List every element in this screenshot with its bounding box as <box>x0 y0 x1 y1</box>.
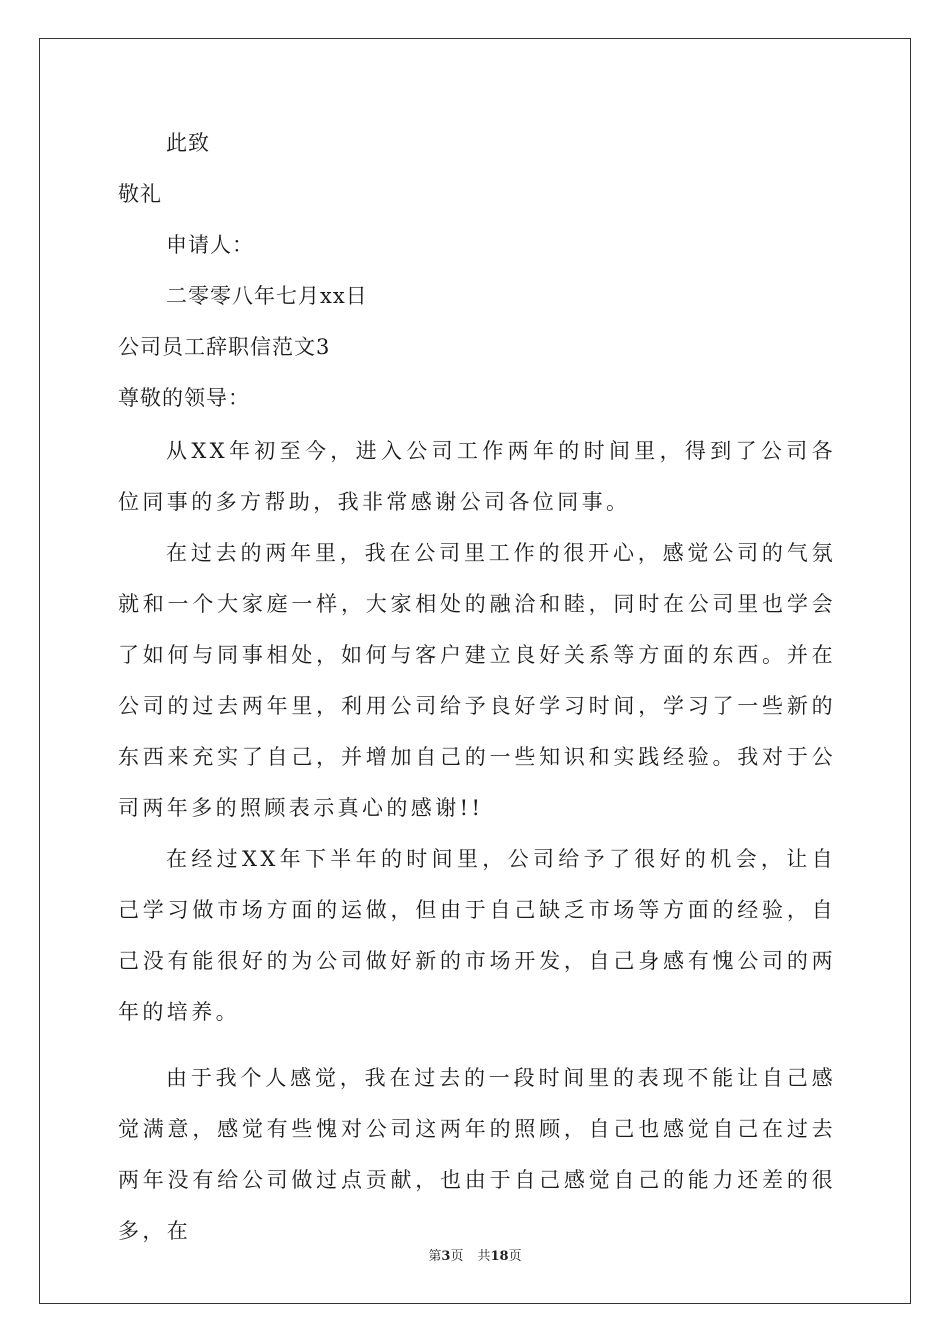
page-footer <box>0 1248 950 1266</box>
applicant-label: 申请人： <box>166 233 254 257</box>
closing-salutation: 此致 <box>166 131 210 155</box>
page-current: 3 <box>441 1249 451 1264</box>
letter-paragraph: 从XX年初至今，进入公司工作两年的时间里，得到了公司各位同事的多方帮助，我非常感谢公司各位同事。 <box>118 439 836 514</box>
letter-paragraph: 在过去的两年里，我在公司里工作的很开心，感觉公司的气氛就和一个大家庭一样，大家相处的融洽和睦，同时在公司里也学会了如何与同事相处，如何与客户建立良好关系等方面的东西。并在公司的过去两年里，利用公司给予良好学习时间，学习了一些新的东西来充实了自己，并增加自己的一些知识和实践经验。我对于公司两年多的照顾表示真心的感谢!! <box>118 541 836 820</box>
page-prefix: 第 <box>428 1249 442 1264</box>
closing-regards: 敬礼 <box>118 182 162 206</box>
letter-paragraph: 由于我个人感觉，我在过去的一段时间里的表现不能让自己感觉满意，感觉有些愧对公司这两年的照顾，自己也感觉自己在过去两年没有给公司做过点贡献，也由于自己感觉自己的能力还差的很多，在 <box>118 1066 836 1243</box>
letter-heading: 公司员工辞职信范文3 <box>118 335 331 359</box>
total-prefix: 共 <box>477 1249 491 1264</box>
page-total: 18 <box>490 1249 509 1264</box>
letter-paragraph: 在经过XX年下半年的时间里，公司给予了很好的机会，让自己学习做市场方面的运做，但由于自己缺乏市场等方面的经验，自己没有能很好的为公司做好新的市场开发，自己身感有愧公司的两年的培养。 <box>118 847 836 1024</box>
letter-greeting: 尊敬的领导： <box>118 386 250 410</box>
page-suffix: 页 <box>450 1249 464 1264</box>
total-suffix: 页 <box>508 1249 522 1264</box>
letter-date: 二零零八年七月xx日 <box>166 284 368 308</box>
document-body <box>118 130 836 1257</box>
